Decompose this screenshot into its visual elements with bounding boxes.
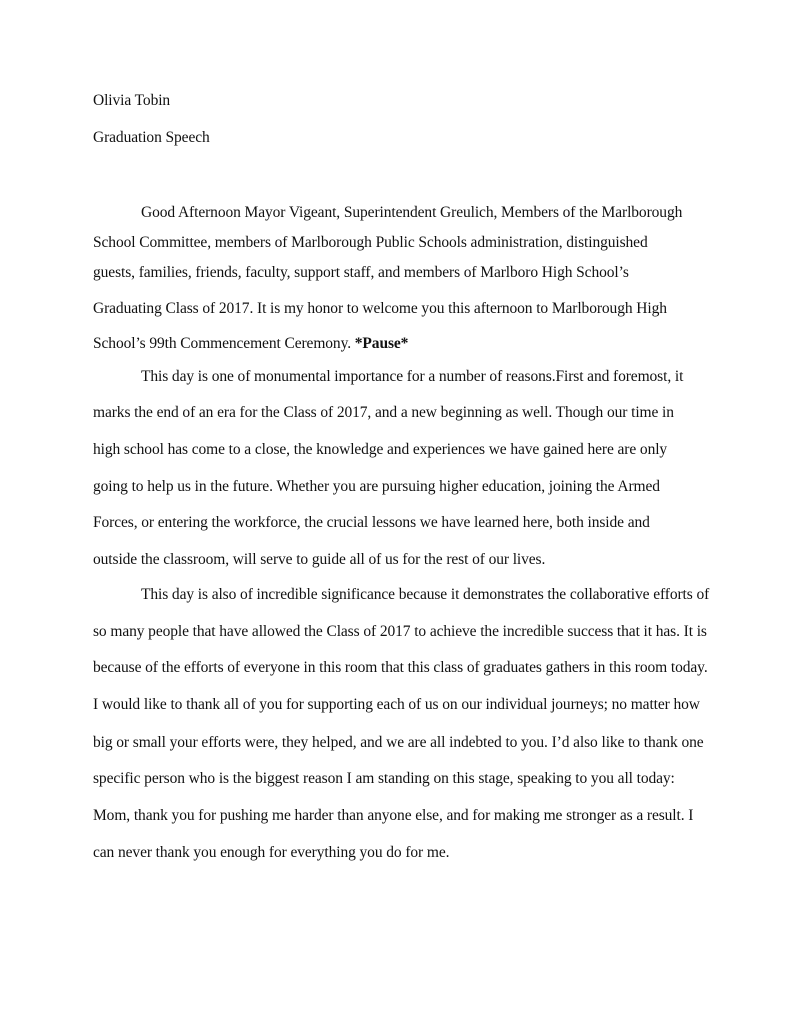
paragraph-line: School Committee, members of Marlborough Public Schools administration, distinguished: [93, 234, 648, 251]
document-title: Graduation Speech: [93, 129, 210, 146]
paragraph-line: This day is one of monumental importance for a number of reasons.First and foremost, it: [141, 368, 684, 385]
paragraph-line: Graduating Class of 2017. It is my honor to welcome you this afternoon to Marlborough High: [93, 300, 667, 317]
paragraph-line-with-direction: [93, 334, 408, 354]
paragraph-line: This day is also of incredible significance because it demonstrates the collaborative efforts of: [141, 586, 710, 603]
paragraph-line: Good Afternoon Mayor Vigeant, Superintendent Greulich, Members of the Marlborough: [141, 204, 683, 221]
paragraph-line: guests, families, friends, faculty, support staff, and members of Marlboro High School’s: [93, 264, 629, 281]
paragraph-line: can never thank you enough for everything you do for me.: [93, 844, 450, 861]
paragraph-line: specific person who is the biggest reason I am standing on this stage, speaking to you all today:: [93, 770, 675, 787]
paragraph-line: big or small your efforts were, they helped, and we are all indebted to you. I’d also like to thank one: [93, 734, 704, 751]
paragraph-line: high school has come to a close, the knowledge and experiences we have gained here are only: [93, 441, 668, 458]
paragraph-line: so many people that have allowed the Class of 2017 to achieve the incredible success that it has. It is: [93, 623, 707, 640]
paragraph-line: going to help us in the future. Whether you are pursuing higher education, joining the Armed: [93, 478, 660, 495]
paragraph-line: because of the efforts of everyone in this room that this class of graduates gathers in this room today.: [93, 659, 708, 676]
author-name: Olivia Tobin: [93, 92, 171, 109]
paragraph-line: outside the classroom, will serve to guide all of us for the rest of our lives.: [93, 551, 546, 568]
paragraph-line: marks the end of an era for the Class of 2017, and a new beginning as well. Though our time in: [93, 404, 674, 421]
paragraph-line: I would like to thank all of you for supporting each of us on our individual journeys; no matter how: [93, 696, 700, 713]
stage-direction: *Pause*: [354, 335, 409, 352]
paragraph-line-text: School’s 99th Commencement Ceremony.: [93, 335, 355, 352]
paragraph-line: Forces, or entering the workforce, the crucial lessons we have learned here, both inside and: [93, 514, 650, 531]
paragraph-line: Mom, thank you for pushing me harder than anyone else, and for making me stronger as a result. I: [93, 807, 694, 824]
